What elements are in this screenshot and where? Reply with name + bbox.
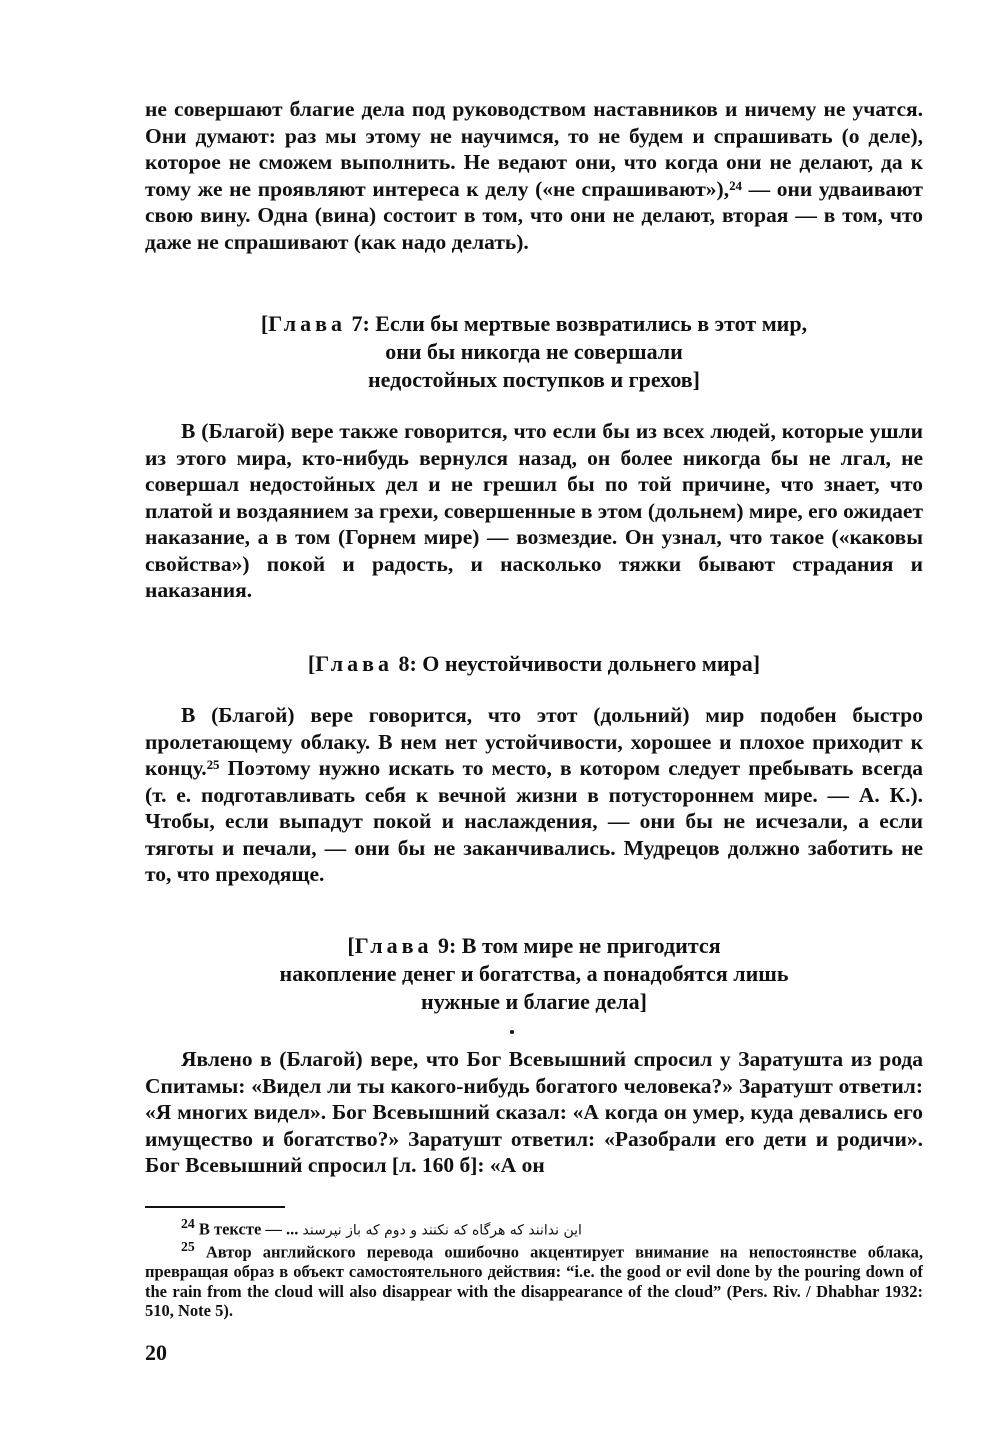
chapter-7-line-1 (145, 310, 923, 338)
chapter-9-title-1: 9: В том мире не пригодится (432, 933, 721, 958)
chapter-9-line-1 (145, 932, 923, 960)
paragraph-2: В (Благой) вере также говорится, что если бы из всех людей, которые ушли из этого мира, кто-нибудь вернулся назад, он более никогда бы не лгал, не совершал недостойных дел и не грешил бы по той причине, что знает, что платой и воздаянием за грехи, совершенные в этом (дольнем) мире, его ожидает наказание, а в том (Горнем мире) — возмездие. Он узнал, что такое («каковы свойства») покой и радость, и насколько тяжки бывают страдания и наказания. (145, 419, 923, 602)
footnote-24-persian: این ندانند که هرگاه که نکنند و دوم که باز نپرسند (302, 1222, 582, 1239)
bracket-close: ] (692, 367, 700, 392)
bracket-close: ] (639, 989, 647, 1014)
footnote-24-number: 24 (181, 1216, 195, 1231)
bracket-close: ] (752, 651, 761, 676)
chapter-9-line-3 (145, 988, 923, 1016)
paragraph-3: В (Благой) вере говорится, что этот (дольний) мир подобен быстро пролетающему облаку. В нем нет устойчивости, хорошее и плохое приходит к концу.²⁵ Поэтому нужно искать то место, в котором следует пребывать всегда (т. е. подготавливать себя к вечной жизни в потустороннем мире. — А. К.). Чтобы, если выпадут покой и наслаждения, — они бы не исчезали, а если тяготы и печали, — они бы не заканчивались. Мудрецов должно заботить не то, что преходяще. (145, 703, 923, 886)
chapter-8-title-1: 8: О неустойчивости дольнего мира (392, 651, 753, 676)
chapter-word: Глава (354, 933, 433, 958)
chapter-9-heading (145, 932, 923, 1016)
page-number: 20 (145, 1340, 167, 1365)
chapter-7-line-3 (145, 366, 923, 394)
chapter-9-title-3: нужные и благие дела (421, 989, 640, 1014)
chapter-7-heading (145, 310, 923, 394)
footnote-25 (145, 1237, 923, 1321)
footnote-25-text: Автор английского перевода ошибочно акцентирует внимание на непостоянстве облака, превращая образ в объект самостоятельного действия: “i.e. the good or evil done by the pouring down of the rain from the cloud will also disappear with the disappearance of the cloud” (Pers. Riv. / Dhabhar 1932: 510, Note 5). (145, 1242, 923, 1320)
chapter-9-title-2: накопление денег и богатства, а понадобятся лишь (279, 961, 789, 986)
chapter-8-heading (145, 650, 923, 678)
chapter-8-line-1 (145, 650, 923, 678)
footnote-24-text: В тексте — ... (194, 1219, 299, 1239)
bracket-open: [ (307, 651, 316, 676)
paragraph-1: не совершают благие дела под руководством наставников и ничему не учатся. Они думают: раз мы этому не научимся, то не будем и спрашивать (о деле), которое не сможем выполнить. Не ведают они, что когда они не делают, да к тому же не проявляют интереса к делу («не спрашивают»),²⁴ — они удваивают свою вину. Одна (вина) состоит в том, что они не делают, вторая — в том, что даже не спрашивают (как надо делать). (145, 97, 923, 254)
footnote-divider (145, 1206, 285, 1208)
chapter-word: Глава (315, 651, 393, 676)
chapter-word: Глава (268, 311, 346, 336)
stray-mark (510, 1030, 514, 1034)
chapter-7-title-3: недостойных поступков и грехов (368, 367, 693, 392)
footnote-25-number: 25 (181, 1239, 195, 1254)
bracket-open: [ (260, 311, 269, 336)
chapter-7-title-1: 7: Если бы мертвые возвратились в этот мир, (345, 311, 808, 336)
bracket-open: [ (347, 933, 355, 958)
chapter-7-title-2: они бы никогда не совершали (385, 339, 683, 364)
paragraph-4: Явлено в (Благой) вере, что Бог Всевышний спросил у Заратушта из рода Спитамы: «Видел ли ты какого-нибудь богатого человека?» Заратушт ответил: «Я многих видел». Бог Всевышний сказал: «А когда он умер, куда девались его имущество и богатство?» Заратушт ответил: «Разобрали его дети и родичи». Бог Всевышний спросил [л. 160 б]: «А он (145, 1047, 923, 1177)
